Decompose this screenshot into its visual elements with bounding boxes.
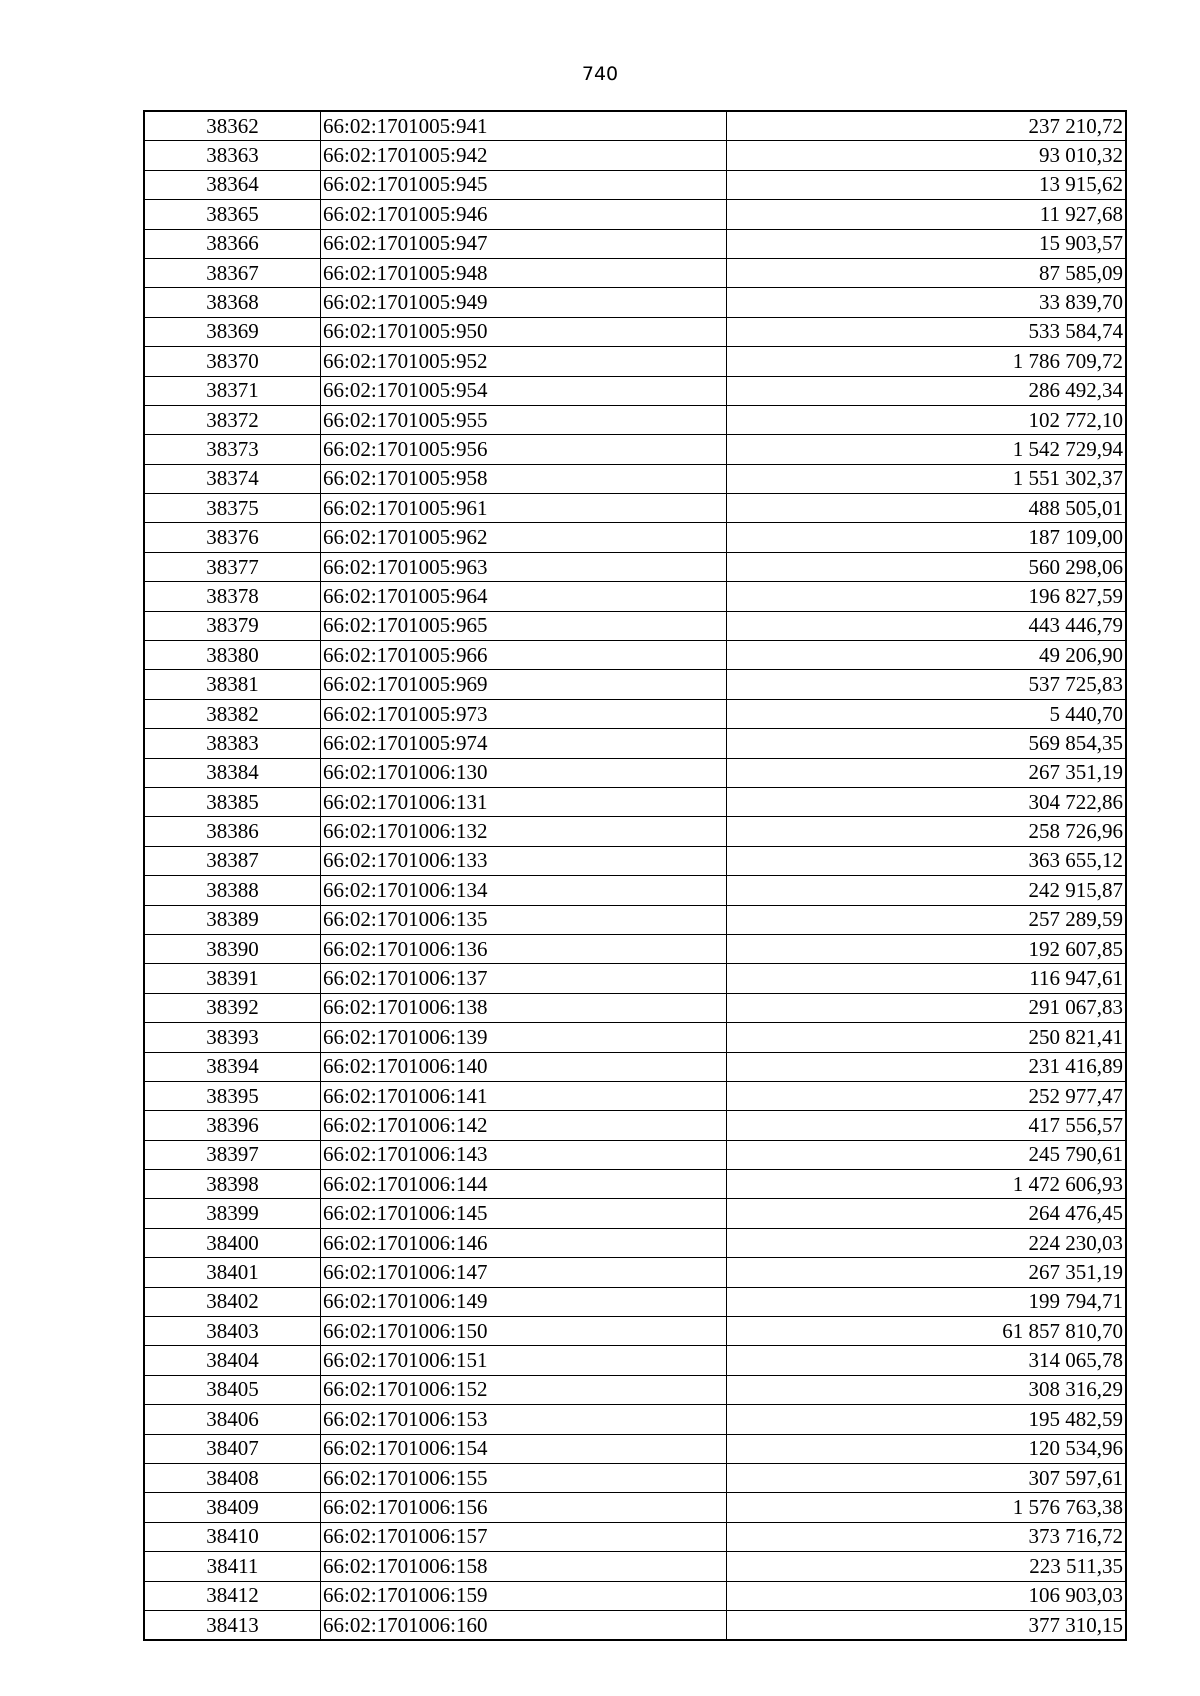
table-row [144,641,1126,670]
cadastral-value-cell: 195 482,59 [727,1405,1127,1434]
row-number-cell: 38400 [144,1228,321,1257]
cadastral-value-cell: 1 542 729,94 [727,435,1127,464]
row-number-cell: 38362 [144,111,321,141]
cadastral-number-cell: 66:02:1701005:958 [321,464,727,493]
table-row [144,699,1126,728]
cadastral-number-cell: 66:02:1701006:137 [321,964,727,993]
cadastral-value-cell: 304 722,86 [727,787,1127,816]
row-number-cell: 38408 [144,1463,321,1492]
cadastral-value-cell: 33 839,70 [727,288,1127,317]
cadastral-number-cell: 66:02:1701005:963 [321,552,727,581]
row-number-cell: 38401 [144,1258,321,1287]
cadastral-number-cell: 66:02:1701006:130 [321,758,727,787]
cadastral-number-cell: 66:02:1701006:133 [321,846,727,875]
cadastral-number-cell: 66:02:1701006:143 [321,1140,727,1169]
row-number-cell: 38413 [144,1610,321,1640]
cadastral-number-cell: 66:02:1701006:146 [321,1228,727,1257]
table-row [144,1375,1126,1404]
cadastral-value-cell: 417 556,57 [727,1111,1127,1140]
cadastral-value-cell: 224 230,03 [727,1228,1127,1257]
row-number-cell: 38367 [144,258,321,287]
row-number-cell: 38371 [144,376,321,405]
table-row [144,1111,1126,1140]
cadastral-number-cell: 66:02:1701005:942 [321,141,727,170]
row-number-cell: 38388 [144,876,321,905]
cadastral-number-cell: 66:02:1701006:151 [321,1346,727,1375]
table-row [144,758,1126,787]
table-row [144,1610,1126,1640]
table-row [144,1052,1126,1081]
row-number-cell: 38380 [144,641,321,670]
table-row [144,1228,1126,1257]
cadastral-number-cell: 66:02:1701006:150 [321,1317,727,1346]
cadastral-number-cell: 66:02:1701005:954 [321,376,727,405]
cadastral-value-cell: 569 854,35 [727,729,1127,758]
cadastral-value-table [143,110,1127,1641]
cadastral-number-cell: 66:02:1701006:136 [321,934,727,963]
row-number-cell: 38377 [144,552,321,581]
table-row [144,1170,1126,1199]
table-row [144,905,1126,934]
cadastral-value-cell: 264 476,45 [727,1199,1127,1228]
cadastral-number-cell: 66:02:1701006:160 [321,1610,727,1640]
cadastral-value-cell: 1 576 763,38 [727,1493,1127,1522]
cadastral-value-cell: 87 585,09 [727,258,1127,287]
table-row [144,1199,1126,1228]
cadastral-number-cell: 66:02:1701005:947 [321,229,727,258]
row-number-cell: 38374 [144,464,321,493]
cadastral-value-cell: 1 786 709,72 [727,347,1127,376]
row-number-cell: 38393 [144,1023,321,1052]
cadastral-value-cell: 13 915,62 [727,170,1127,199]
row-number-cell: 38394 [144,1052,321,1081]
cadastral-value-cell: 443 446,79 [727,611,1127,640]
row-number-cell: 38389 [144,905,321,934]
cadastral-value-cell: 237 210,72 [727,111,1127,141]
page-number: 740 [581,63,619,85]
cadastral-value-cell: 49 206,90 [727,641,1127,670]
table-row [144,1081,1126,1110]
cadastral-value-cell: 116 947,61 [727,964,1127,993]
cadastral-number-cell: 66:02:1701005:956 [321,435,727,464]
cadastral-number-cell: 66:02:1701005:964 [321,582,727,611]
cadastral-value-cell: 267 351,19 [727,1258,1127,1287]
cadastral-value-cell: 308 316,29 [727,1375,1127,1404]
cadastral-number-cell: 66:02:1701006:142 [321,1111,727,1140]
cadastral-value-cell: 314 065,78 [727,1346,1127,1375]
cadastral-value-cell: 1 551 302,37 [727,464,1127,493]
table-row [144,1023,1126,1052]
cadastral-number-cell: 66:02:1701006:144 [321,1170,727,1199]
cadastral-number-cell: 66:02:1701005:952 [321,347,727,376]
row-number-cell: 38386 [144,817,321,846]
row-number-cell: 38405 [144,1375,321,1404]
cadastral-value-cell: 257 289,59 [727,905,1127,934]
cadastral-value-cell: 258 726,96 [727,817,1127,846]
cadastral-number-cell: 66:02:1701005:962 [321,523,727,552]
row-number-cell: 38403 [144,1317,321,1346]
row-number-cell: 38376 [144,523,321,552]
cadastral-number-cell: 66:02:1701006:147 [321,1258,727,1287]
table-row [144,1317,1126,1346]
cadastral-value-cell: 291 067,83 [727,993,1127,1022]
cadastral-number-cell: 66:02:1701005:974 [321,729,727,758]
cadastral-value-cell: 488 505,01 [727,494,1127,523]
cadastral-value-cell: 102 772,10 [727,405,1127,434]
row-number-cell: 38368 [144,288,321,317]
cadastral-number-cell: 66:02:1701006:157 [321,1522,727,1551]
table-row [144,787,1126,816]
row-number-cell: 38363 [144,141,321,170]
cadastral-number-cell: 66:02:1701005:961 [321,494,727,523]
cadastral-number-cell: 66:02:1701005:950 [321,317,727,346]
cadastral-value-cell: 252 977,47 [727,1081,1127,1110]
cadastral-number-cell: 66:02:1701006:158 [321,1552,727,1581]
cadastral-value-cell: 267 351,19 [727,758,1127,787]
row-number-cell: 38411 [144,1552,321,1581]
cadastral-number-cell: 66:02:1701006:139 [321,1023,727,1052]
row-number-cell: 38407 [144,1434,321,1463]
cadastral-number-cell: 66:02:1701006:156 [321,1493,727,1522]
row-number-cell: 38366 [144,229,321,258]
table-row [144,1581,1126,1610]
table-row [144,523,1126,552]
cadastral-number-cell: 66:02:1701005:941 [321,111,727,141]
cadastral-number-cell: 66:02:1701005:955 [321,405,727,434]
table-row [144,317,1126,346]
cadastral-value-cell: 245 790,61 [727,1140,1127,1169]
table-row [144,494,1126,523]
row-number-cell: 38396 [144,1111,321,1140]
table-row [144,1522,1126,1551]
table-row [144,1493,1126,1522]
row-number-cell: 38370 [144,347,321,376]
table-row [144,964,1126,993]
row-number-cell: 38384 [144,758,321,787]
cadastral-value-cell: 286 492,34 [727,376,1127,405]
cadastral-value-cell: 196 827,59 [727,582,1127,611]
table-row [144,1258,1126,1287]
cadastral-value-cell: 231 416,89 [727,1052,1127,1081]
table-body [144,111,1126,1640]
row-number-cell: 38392 [144,993,321,1022]
row-number-cell: 38410 [144,1522,321,1551]
cadastral-number-cell: 66:02:1701006:159 [321,1581,727,1610]
cadastral-number-cell: 66:02:1701006:138 [321,993,727,1022]
table-row [144,582,1126,611]
table-row [144,141,1126,170]
table-row [144,111,1126,141]
cadastral-value-cell: 537 725,83 [727,670,1127,699]
cadastral-number-cell: 66:02:1701006:154 [321,1434,727,1463]
cadastral-number-cell: 66:02:1701006:131 [321,787,727,816]
table-row [144,934,1126,963]
table-row [144,347,1126,376]
cadastral-number-cell: 66:02:1701006:155 [321,1463,727,1492]
row-number-cell: 38369 [144,317,321,346]
cadastral-value-cell: 11 927,68 [727,200,1127,229]
table-row [144,435,1126,464]
table-row [144,170,1126,199]
cadastral-number-cell: 66:02:1701005:969 [321,670,727,699]
table-row [144,1463,1126,1492]
row-number-cell: 38381 [144,670,321,699]
row-number-cell: 38406 [144,1405,321,1434]
row-number-cell: 38412 [144,1581,321,1610]
row-number-cell: 38373 [144,435,321,464]
cadastral-value-cell: 223 511,35 [727,1552,1127,1581]
table-row [144,1346,1126,1375]
table-row [144,258,1126,287]
table-row [144,729,1126,758]
table-row [144,993,1126,1022]
cadastral-number-cell: 66:02:1701005:973 [321,699,727,728]
cadastral-value-cell: 93 010,32 [727,141,1127,170]
cadastral-value-cell: 373 716,72 [727,1522,1127,1551]
table-row [144,464,1126,493]
cadastral-number-cell: 66:02:1701006:153 [321,1405,727,1434]
row-number-cell: 38395 [144,1081,321,1110]
table-row [144,200,1126,229]
table-row [144,376,1126,405]
row-number-cell: 38375 [144,494,321,523]
row-number-cell: 38404 [144,1346,321,1375]
cadastral-value-cell: 187 109,00 [727,523,1127,552]
row-number-cell: 38397 [144,1140,321,1169]
row-number-cell: 38385 [144,787,321,816]
cadastral-number-cell: 66:02:1701006:145 [321,1199,727,1228]
cadastral-number-cell: 66:02:1701005:949 [321,288,727,317]
table-row [144,611,1126,640]
cadastral-number-cell: 66:02:1701006:140 [321,1052,727,1081]
cadastral-value-cell: 242 915,87 [727,876,1127,905]
table-row [144,1434,1126,1463]
table-row [144,817,1126,846]
cadastral-number-cell: 66:02:1701005:965 [321,611,727,640]
table-row [144,1140,1126,1169]
cadastral-number-cell: 66:02:1701005:946 [321,200,727,229]
cadastral-value-cell: 15 903,57 [727,229,1127,258]
cadastral-number-cell: 66:02:1701005:966 [321,641,727,670]
cadastral-number-cell: 66:02:1701006:141 [321,1081,727,1110]
cadastral-value-cell: 106 903,03 [727,1581,1127,1610]
cadastral-value-cell: 307 597,61 [727,1463,1127,1492]
row-number-cell: 38365 [144,200,321,229]
cadastral-value-cell: 5 440,70 [727,699,1127,728]
cadastral-value-cell: 560 298,06 [727,552,1127,581]
row-number-cell: 38409 [144,1493,321,1522]
cadastral-value-cell: 192 607,85 [727,934,1127,963]
row-number-cell: 38402 [144,1287,321,1316]
table-row [144,552,1126,581]
row-number-cell: 38387 [144,846,321,875]
row-number-cell: 38391 [144,964,321,993]
cadastral-value-cell: 533 584,74 [727,317,1127,346]
table-row [144,670,1126,699]
row-number-cell: 38390 [144,934,321,963]
row-number-cell: 38379 [144,611,321,640]
row-number-cell: 38398 [144,1170,321,1199]
cadastral-value-cell: 363 655,12 [727,846,1127,875]
cadastral-number-cell: 66:02:1701006:152 [321,1375,727,1404]
cadastral-number-cell: 66:02:1701006:134 [321,876,727,905]
cadastral-value-cell: 250 821,41 [727,1023,1127,1052]
cadastral-number-cell: 66:02:1701005:948 [321,258,727,287]
cadastral-number-cell: 66:02:1701006:132 [321,817,727,846]
table-row [144,846,1126,875]
table-row [144,1405,1126,1434]
cadastral-value-cell: 61 857 810,70 [727,1317,1127,1346]
row-number-cell: 38378 [144,582,321,611]
cadastral-number-cell: 66:02:1701005:945 [321,170,727,199]
row-number-cell: 38364 [144,170,321,199]
table-row [144,405,1126,434]
table-row [144,876,1126,905]
cadastral-value-cell: 120 534,96 [727,1434,1127,1463]
table-row [144,229,1126,258]
row-number-cell: 38383 [144,729,321,758]
cadastral-value-cell: 199 794,71 [727,1287,1127,1316]
table-row [144,1552,1126,1581]
row-number-cell: 38372 [144,405,321,434]
cadastral-number-cell: 66:02:1701006:149 [321,1287,727,1316]
cadastral-value-cell: 377 310,15 [727,1610,1127,1640]
table-row [144,1287,1126,1316]
cadastral-value-cell: 1 472 606,93 [727,1170,1127,1199]
cadastral-number-cell: 66:02:1701006:135 [321,905,727,934]
row-number-cell: 38382 [144,699,321,728]
table-row [144,288,1126,317]
row-number-cell: 38399 [144,1199,321,1228]
